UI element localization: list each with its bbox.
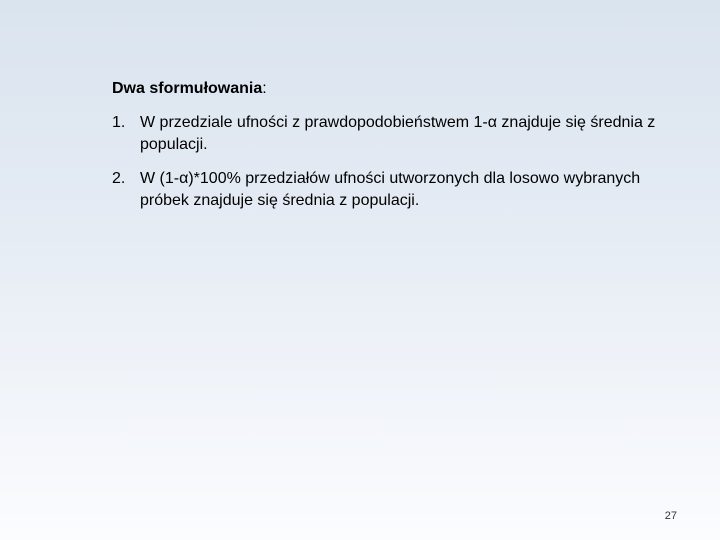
list-item-number: 2. xyxy=(112,170,126,187)
heading-colon: : xyxy=(262,80,267,97)
list-item-number: 1. xyxy=(112,114,126,131)
heading-bold-text: Dwa sformułowania xyxy=(112,80,263,97)
slide-content xyxy=(112,78,672,224)
numbered-list xyxy=(112,112,672,212)
list-item xyxy=(112,168,672,212)
list-item xyxy=(112,112,672,156)
slide-heading xyxy=(112,78,672,100)
list-item-text: W przedziale ufności z prawdopodobieństwem 1-α znajduje się średnia z populacji. xyxy=(140,114,656,153)
slide-number: 27 xyxy=(664,510,677,522)
list-item-text: W (1-α)*100% przedziałów ufności utworzonych dla losowo wybranych próbek znajduje się średnia z populacji. xyxy=(140,170,641,209)
